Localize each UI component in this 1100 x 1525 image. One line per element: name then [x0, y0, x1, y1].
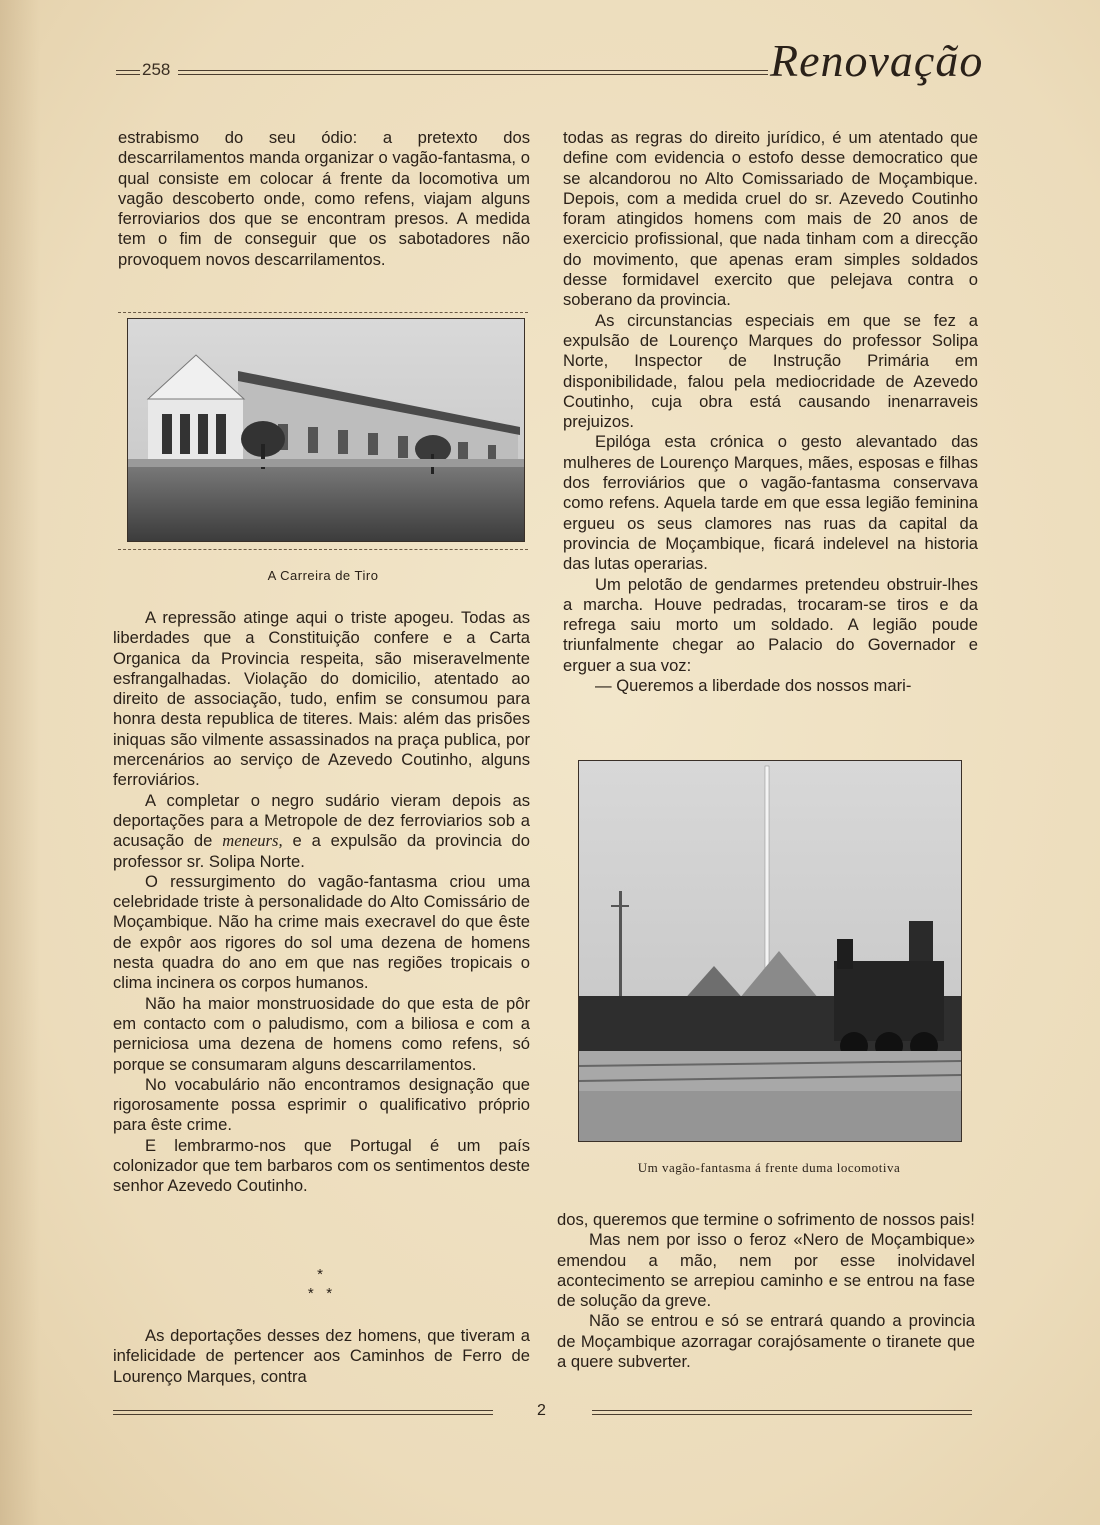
text-run: A completar o negro sudário vieram depois as deportações para a Metropole de dez ferroviarios sob a acusação de — [113, 790, 530, 851]
paragraph: As circunstancias especiais em que se fez a expulsão de Lourenço Marques do professor Solipa Norte, Inspector de Instrução Primária em disponibilidade, falou pela mediocridade de Azevedo Coutinho, cuja obra está causando inenarraveis prejuizos. — [563, 310, 978, 432]
paragraph: Mas nem por isso o feroz «Nero de Moçambique» emendou a mão, nem por esse inolvidavel acontecimento se arrepiou caminho e se entrou na fase de solução da greve. — [557, 1230, 975, 1311]
header-rule-left — [116, 70, 140, 71]
paragraph: O ressurgimento do vagão-fantasma criou uma celebridade triste à personalidade do Alto Comissário de Moçambique. Não ha crime mais execravel do que êste de expôr aos rigores do sol uma dezena de homens nesta quadra do ano em que nas regiões tropicais o clima incinera os corpos humanos. — [113, 871, 530, 993]
text-run: e a expulsão da provincia do professor sr. Solipa Norte. — [113, 831, 530, 871]
footer-rule-right — [592, 1410, 972, 1411]
section-break-bottom: * * — [307, 1285, 333, 1302]
paragraph: Epilóga esta crónica o gesto alevantado das mulheres de Lourenço Marques, mães, esposas e filhas dos ferroviários que o vagão-fantasma conservava como refens. Aquela tarde em que essa legião feminina ergueu os seus clamores nas ruas da capital da provincia de Moçambique, ficará indelevel na historia das lutas operarias. — [563, 432, 978, 574]
photo-caption-1: A Carreira de Tiro — [267, 568, 379, 583]
paragraph: estrabismo do seu ódio: a pretexto dos descarrilamentos manda organizar o vagão-fantasma, o qual consiste em colocar á frente da locomotiva um vagão descoberto onde, como refens, viajam alguns ferroviarios dos que se encontram presos. A medida tem o fim de conseguir que os sabotadores não provoquem novos descarrilamentos. — [118, 128, 530, 269]
footer-rule-left — [113, 1410, 493, 1411]
paragraph: No vocabulário não encontramos designação que rigorosamente possa esprimir o qualificativo próprio para êste crime. — [113, 1074, 530, 1135]
page-crease — [0, 0, 40, 1525]
paragraph — [113, 791, 530, 872]
left-column-main — [113, 608, 530, 1197]
left-column-bottom — [113, 1326, 530, 1387]
paragraph: — Queremos a liberdade dos nossos mari- — [595, 676, 912, 696]
paragraph: A repressão atinge aqui o triste apogeu. Todas as liberdades que a Constituição confere e a Carta Organica da Provincia respeita, são miseravelmente esfrangalhadas. Violação do domicilio, atentado ao direito de associação, tudo, enfim se consumou para honra desta republica de titeres. Mais: além das prisões iniquas são vilmente assassinados na praça publica, por mercenários ao serviço de Azevedo Coutinho, alguns ferroviários. — [113, 608, 530, 790]
paragraph: dos, queremos que termine o sofrimento de nossos pais! — [557, 1210, 975, 1229]
header-rule-left-2 — [116, 74, 140, 75]
building-photo-illustration — [128, 319, 524, 541]
photo-vagao-fantasma — [578, 760, 962, 1142]
paragraph: todas as regras do direito jurídico, é um atentado que define com evidencia o estofo desse democratico que se alcandorou no Alto Comissariado de Moçambique. Depois, com a medida cruel do sr. Azevedo Coutinho foram atingidos homens com mais de 20 anos de exercicio profissional, que nada tinham com a direcção do movimento, que apenas eram simples soldados desse formidavel exercito que pelejava contra o soberano da provincia. — [563, 128, 978, 310]
right-column-bottom — [557, 1210, 975, 1372]
photo-carreira-de-tiro — [127, 318, 525, 542]
paragraph: Não ha maior monstruosidade do que esta de pôr em contacto com o paludismo, com a biliosa e com a perniciosa uma dezena de homens como refens, só porque se consumaram alguns descarrilamentos. — [113, 993, 530, 1074]
locomotive-photo-illustration — [579, 761, 961, 1141]
header-rule — [178, 70, 768, 71]
signature-mark: 2 — [537, 1402, 546, 1419]
italic-term: meneurs, — [222, 831, 283, 851]
right-column-top — [563, 128, 978, 696]
page-number: 258 — [142, 60, 171, 79]
paragraph: E lembrarmo-nos que Portugal é um país colonizador que tem barbaros com os sentimentos deste senhor Azevedo Coutinho. — [113, 1135, 530, 1196]
left-column-top — [118, 128, 530, 270]
header-rule-2 — [178, 74, 768, 75]
photo-caption-2: Um vagão-fantasma á frente duma locomotiva — [637, 1160, 901, 1175]
footer-rule-right-2 — [592, 1414, 972, 1415]
paragraph: As deportações desses dez homens, que tiveram a infelicidade de pertencer aos Caminhos de Ferro de Lourenço Marques, contra — [113, 1326, 530, 1386]
paragraph: Não se entrou e só se entrará quando a provincia de Moçambique azorragar corajósamente o tiranete que a quere subverter. — [557, 1311, 975, 1372]
footer-rule-left-2 — [113, 1414, 493, 1415]
section-break-top: * — [317, 1266, 323, 1283]
paragraph: Um pelotão de gendarmes pretendeu obstruir-lhes a marcha. Houve pedradas, trocaram-se tiros e da refrega saiu morto um soldado. A legião poude triunfalmente chegar ao Palacio do Governador e erguer a sua voz: — [563, 574, 978, 675]
masthead-logo: Renovação — [770, 35, 984, 86]
